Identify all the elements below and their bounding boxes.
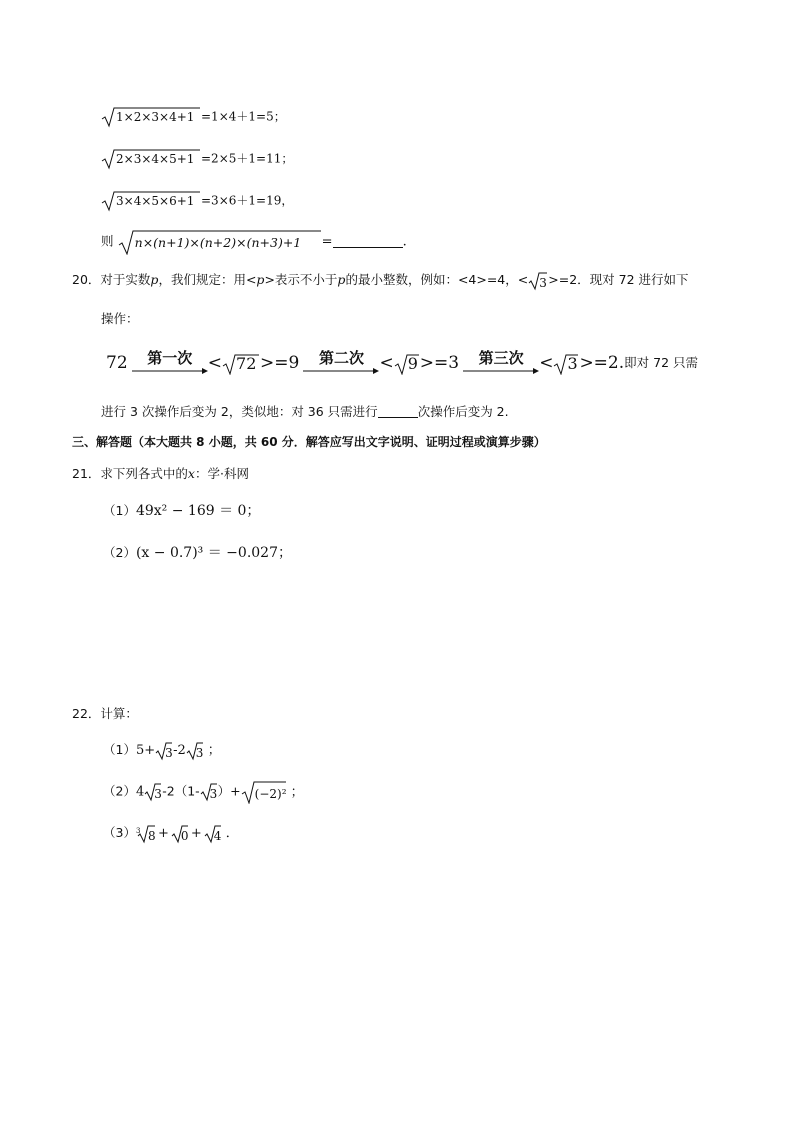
radicand: 4 [213,828,222,843]
radicand: n×(n+1)×(n+2)×(n+3)+1 [134,235,302,250]
equation: 49x² − 169 ＝ 0； [135,503,261,519]
var-p: p [256,272,265,287]
step-label: 第三次 [478,349,524,367]
result: =1×4＋1=5； [201,109,286,124]
part-label: （2） [103,545,136,560]
sqrt-3 [155,742,173,760]
result: >=9 [260,353,300,373]
q19-row2 [101,148,293,170]
text: 对于实数 [100,272,151,287]
cube-root-8 [136,825,156,843]
text: ：学·科网 [194,466,249,481]
var-p: p [337,272,346,287]
part-label: （3） [103,825,136,840]
radicand: 3 [195,745,204,760]
sqrt-3 [144,783,162,801]
var-p: p [150,272,159,287]
q22-part1 [103,741,221,760]
prefix: 则 [101,233,114,249]
arrow-step1 [132,350,208,376]
sqrt-expression [118,229,322,255]
radicand: (−2)² [254,787,287,801]
radicand: 8 [147,828,156,843]
flow-tail: 即对 72 只需 [624,355,699,370]
q21-part1 [103,502,260,521]
q19-row1 [101,106,286,128]
radicand: 3 [209,787,218,801]
plus: + [157,826,169,841]
question-number: 20． [72,272,101,287]
q20-line2: 操作： [101,311,139,326]
part-label: （1） [103,503,136,518]
sqrt-3 [200,783,218,801]
expr2: < 9 >=3 [379,353,459,373]
sqrt-neg2-squared [241,780,287,804]
arrow-step2 [303,350,379,376]
text: 求下列各式中的 [100,466,188,481]
part-label: （2） [103,783,136,799]
q20-flow [106,345,698,381]
radicand: 3 [165,745,173,760]
question-number: 21． [72,466,101,481]
radicand: 3 [567,353,578,373]
q21-line [72,465,249,483]
text: 进行 3 次操作后变为 2，类似地：对 36 只需进行 [101,404,378,419]
arrow-step3 [463,350,539,376]
arrow-icon [463,366,539,376]
text: >=2．现对 72 进行如下 [548,272,689,287]
text: 次操作后变为 2. [417,404,509,419]
sqrt-0 [171,825,189,843]
q20-line1 [72,271,689,290]
q19-row3 [101,190,293,212]
radicand: 9 [407,353,418,373]
sqrt-4 [204,825,222,843]
equation: (x − 0.7)³ ＝ −0.027； [135,545,292,561]
expr3: < 3 >=2. [539,353,624,373]
term: 5+ [135,743,156,758]
expr1: < 72 >=9 [208,353,300,373]
q22-part3 [103,824,239,843]
text: 的最小整数，例如：<4>=4，< [345,272,529,287]
q20-line4 [101,403,509,421]
result: =3×6＋1=19， [201,193,294,208]
plus: + [190,826,202,841]
answer-blank[interactable] [378,403,418,418]
radicand: 3×4×5×6+1 [116,194,195,208]
part-label: （1） [103,742,136,757]
sqrt-3 [186,742,204,760]
answer-blank[interactable] [333,233,403,248]
sqrt-3 [528,272,548,290]
radicand: 0 [180,828,189,843]
q22-line [72,705,138,723]
step-label: 第一次 [147,349,193,367]
text: 计算： [100,706,138,721]
arrow-icon [132,366,208,376]
q21-part2 [103,544,292,563]
radicand: 1×2×3×4+1 [116,110,195,124]
term: ）+ [217,783,241,799]
radicand: 72 [236,353,257,373]
result: >=2. [579,353,625,373]
text: ，我们规定：用< [158,272,257,287]
flow-start: 72 [106,353,128,373]
radicand: 3 [539,275,547,290]
term: ． [225,826,239,841]
section-3-heading: 三、解答题（本大题共 8 小题，共 60 分．解答应写出文字说明、证明过程或演算步骤） [72,435,546,449]
root-index: 3 [135,826,141,835]
term: -2 [173,743,186,758]
term: 4 [135,784,145,800]
equals: = [321,234,333,250]
q19-row4 [101,229,407,255]
var-x: x [187,466,195,481]
arrow-icon [303,366,379,376]
period: . [402,234,407,250]
term: ； [207,743,221,758]
term: -2（1- [162,783,200,799]
term: ； [290,784,304,800]
result: >=3 [419,353,460,373]
q22-part2 [103,780,304,804]
radicand: 3 [154,787,162,801]
result: =2×5＋1=11； [201,151,294,166]
step-label: 第二次 [318,349,364,367]
question-number: 22． [72,706,101,721]
text: >表示不小于 [264,272,338,287]
radicand: 2×3×4×5+1 [116,152,195,166]
